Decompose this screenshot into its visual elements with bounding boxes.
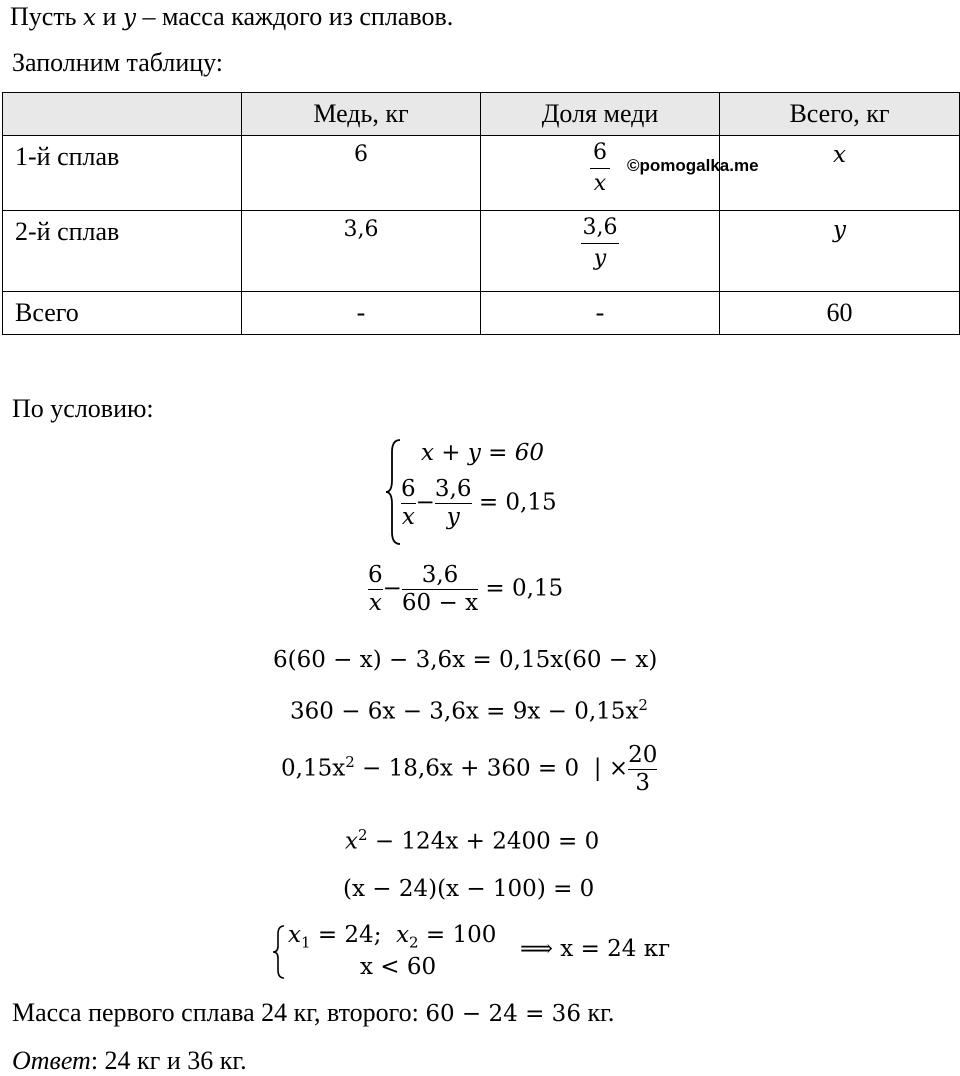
answer-line [12, 1046, 247, 1076]
header-cell-share: Доля меди [481, 93, 720, 136]
total-cell [720, 292, 960, 335]
copper-cell [242, 136, 481, 211]
step-5-rest: − 124x + 2400 = 0 [367, 828, 600, 855]
total-value: 60 [826, 298, 853, 327]
share-fraction [590, 140, 610, 197]
fraction-numerator: 6 [368, 562, 383, 588]
step-1 [368, 562, 563, 617]
step-3 [290, 696, 648, 725]
mass-text-a: Масса первого сплава 24 кг, второго: [12, 998, 426, 1027]
share-cell [481, 292, 720, 335]
header-cell-empty [3, 93, 242, 136]
total-cell [720, 136, 960, 211]
step-4-rest: − 18,6x + 360 = 0 | × [354, 755, 629, 782]
answer-label: Ответ [12, 1046, 91, 1075]
roots-line-1 [288, 922, 496, 952]
fraction-bar [590, 168, 610, 169]
fraction-denominator: 60 − x [401, 590, 479, 616]
fraction-denominator: y [446, 504, 460, 530]
share-cell [481, 136, 759, 211]
copper-value: - [356, 298, 366, 327]
roots-result: ⟹ x = 24 кг [520, 936, 671, 962]
system-eq-2 [401, 476, 557, 531]
total-value: y [833, 217, 846, 243]
mass-line [12, 998, 614, 1029]
watermark: ©pomogalka.me [627, 156, 759, 175]
row-label [3, 136, 242, 211]
var-x: x [396, 922, 410, 948]
share-value: - [595, 298, 605, 327]
total-value: x [833, 142, 846, 168]
fraction-numerator: 3,6 [421, 562, 459, 588]
fraction-numerator: 20 [628, 742, 658, 768]
minus-sign: − [382, 575, 402, 602]
table-row [3, 211, 960, 292]
fraction [401, 476, 416, 531]
exponent: 2 [345, 752, 355, 771]
fraction-numerator: 3,6 [582, 215, 618, 240]
alloy-table [2, 92, 960, 335]
roots-line-2: x < 60 [360, 954, 437, 980]
table-row [3, 292, 960, 335]
mass-text-b: кг. [580, 998, 615, 1027]
fraction-denominator: 3 [635, 770, 651, 796]
exponent: 2 [638, 696, 648, 714]
table-row [3, 136, 960, 211]
row-label-text: Всего [15, 298, 79, 327]
answer-text: : 24 кг и 36 кг. [90, 1046, 247, 1075]
fraction-denominator: x [401, 504, 415, 530]
step-5 [345, 826, 599, 855]
rhs: = 0,15 [478, 489, 557, 516]
subscript: 1 [300, 933, 311, 952]
var-x: x [83, 5, 97, 31]
copper-cell [242, 292, 481, 335]
var-x: x [288, 922, 301, 948]
system-eq-1: x + y = 60 [421, 440, 545, 466]
intro-line-2: Заполним таблицу: [12, 48, 224, 77]
header-cell-copper: Медь, кг [242, 93, 481, 136]
fraction-numerator: 6 [593, 140, 607, 165]
fraction [435, 476, 472, 531]
copper-value: 3,6 [343, 217, 379, 242]
rhs: = 0,15 [485, 575, 564, 602]
fraction-numerator: 3,6 [434, 476, 472, 502]
copper-cell [242, 211, 481, 292]
intro-text-a: Пусть [10, 2, 84, 31]
exponent: 2 [357, 826, 368, 844]
equation-system [385, 436, 605, 548]
mass-math: 60 − 24 = 36 [425, 1001, 581, 1027]
left-brace-icon [272, 924, 286, 980]
row-label-text: 2-й сплав [15, 217, 120, 246]
intro-line-1 [10, 2, 453, 33]
total-cell [720, 211, 960, 292]
roots-system [272, 920, 702, 984]
fraction-denominator: y [593, 246, 607, 271]
roots-part-2: = 100 [418, 922, 497, 948]
var-x: x [345, 828, 358, 855]
minus-sign: − [415, 489, 435, 516]
step-6: (x − 24)(x − 100) = 0 [343, 876, 595, 902]
intro-text-b: и [96, 2, 123, 31]
roots-part-1: = 24; [310, 922, 397, 948]
step-3-text: 360 − 6x − 3,6x = 9x − 0,15x [290, 698, 639, 725]
intro-text-c: – масса каждого из сплавов. [135, 2, 454, 31]
share-fraction [581, 215, 619, 272]
fraction [402, 562, 478, 617]
fraction-numerator: 6 [401, 476, 416, 502]
copper-value: 6 [354, 142, 368, 167]
condition-label: По условию: [12, 394, 154, 423]
row-label [3, 211, 242, 292]
step-2: 6(60 − x) − 3,6x = 0,15x(60 − x) [273, 647, 658, 673]
row-label [3, 292, 242, 335]
table-header-row [3, 93, 960, 136]
fraction-bar [581, 243, 619, 244]
fraction-denominator: x [593, 171, 607, 196]
step-4-lhs: 0,15x [281, 755, 346, 782]
row-label-text: 1-й сплав [15, 142, 120, 171]
fraction-denominator: x [368, 590, 382, 616]
subscript: 2 [409, 933, 419, 952]
var-y: y [122, 5, 136, 31]
header-cell-total: Всего, кг [720, 93, 960, 136]
fraction [628, 742, 657, 797]
fraction [368, 562, 383, 617]
share-cell [481, 211, 720, 292]
step-4 [281, 742, 657, 797]
